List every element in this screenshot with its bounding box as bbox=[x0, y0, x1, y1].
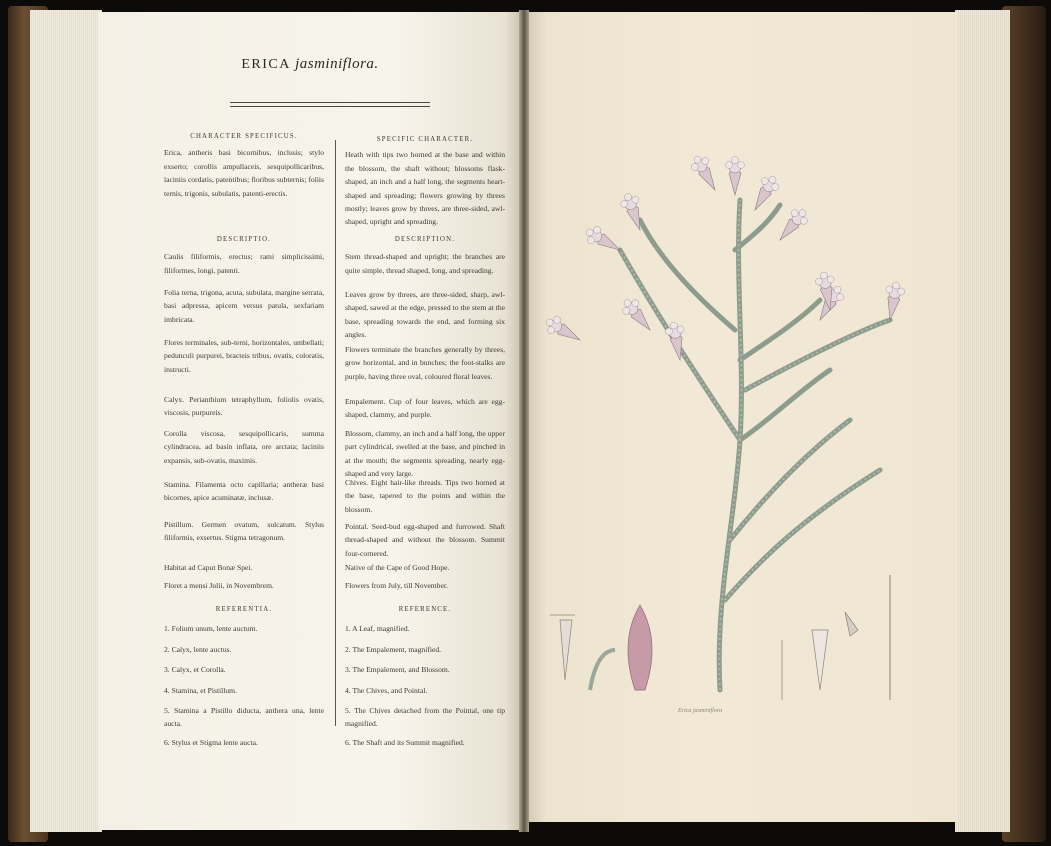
latin-stamina: Stamina. Filamenta octo capillaria; antheræ basi bicornes, apice acuminatæ, inclusæ. bbox=[164, 480, 324, 503]
english-ref-3: 3. The Empalement, and Blossom. bbox=[345, 665, 450, 675]
english-native: Native of the Cape of Good Hope. bbox=[345, 563, 450, 572]
english-chives: Chives. Eight hair-like threads. Tips two horned at the base, tapered to the points and within the blossom. bbox=[345, 478, 505, 514]
latin-ref-2: 2. Calyx, lente auctus. bbox=[164, 644, 232, 654]
latin-descriptio-heading: DESCRIPTIO. bbox=[216, 236, 272, 243]
latin-ref-4: 4. Stamina, et Pistillum. bbox=[164, 685, 237, 695]
english-stem: Stem thread-shaped and upright; the branches are quite simple, thread shaped, long, and spreading. bbox=[345, 252, 505, 275]
english-leaves: Leaves grow by threes, are three-sided, sharp, awl-shaped, sawed at the edge, pressed to the stem at the base, spreading towards the end, and forming six angles. bbox=[345, 290, 505, 340]
detail-tip-magnified bbox=[845, 612, 858, 636]
latin-floret: Floret a mensi Julii, in Novembrem. bbox=[164, 581, 274, 591]
plate-caption: Erica jasminiflora bbox=[678, 708, 723, 714]
latin-habitat: Habitat ad Caput Bonæ Spei. bbox=[164, 563, 253, 572]
latin-character-heading: CHARACTER SPECIFICUS. bbox=[190, 133, 298, 140]
plant-foliage bbox=[620, 200, 890, 690]
english-ref-1: 1. A Leaf, magnified. bbox=[345, 624, 410, 634]
latin-ref-6: 6. Stylus et Stigma lente aucta. bbox=[164, 737, 258, 747]
latin-caulis: Caulis filiformis, erectus; rami simplicissimi, filiformes, longi, patenti. bbox=[164, 252, 324, 275]
latin-ref-5: 5. Stamina a Pistillo diducta, anthera una, lente aucta. bbox=[164, 706, 324, 729]
english-ref-6: 6. The Shaft and its Summit magnified. bbox=[345, 737, 465, 747]
flower-clusters bbox=[542, 152, 906, 362]
latin-ref-1: 1. Folium unum, lente auctum. bbox=[164, 624, 258, 634]
latin-corolla: Corolla viscosa, sesquipollicaris, summa cylindracea, ad basin inflata, ore arctata; laciniis expansis, sub-ovatis, maximis. bbox=[164, 429, 324, 465]
english-pointal: Pointal. Seed-bud egg-shaped and furrowed. Shaft thread-shaped and without the blossom. Summit four-cornered. bbox=[345, 522, 505, 558]
title-genus: ERICA bbox=[241, 57, 291, 72]
english-character-text: Heath with tips two horned at the base and within the blossom, the shaft without; blossoms flask-shaped, an inch and a half long, the segments heart-shaped and spreading; flowers growing by threes mostly; leaves grow by threes, are three-sided, awl-shaped, upright and spreading. bbox=[345, 150, 505, 227]
english-blossom: Blossom, clammy, an inch and a half long, the upper part cylindrical, swelled at the base, and pinched in at the mouth; the segments spreading, nearly egg-shaped and very large. bbox=[345, 429, 505, 479]
english-description-heading: DESCRIPTION. bbox=[394, 236, 456, 243]
english-character-heading: SPECIFIC CHARACTER. bbox=[376, 136, 474, 143]
english-flowers: Flowers terminate the branches generally by threes, grow horizontal, and in bunches; the foot-stalks are purple, having three oval, coloured floral leaves. bbox=[345, 345, 505, 381]
english-empalement: Empalement. Cup of four leaves, which are egg-shaped, clammy, and purple. bbox=[345, 397, 505, 420]
detail-chives bbox=[812, 630, 828, 690]
plant-stems bbox=[620, 200, 890, 690]
detail-calyx-and-corolla bbox=[550, 615, 575, 680]
english-ref-2: 2. The Empalement, magnified. bbox=[345, 644, 442, 654]
latin-folia: Folia terna, trigona, acuta, subulata, margine serrata, basi adpressa, apicem versus patula, sexfariam imbricata. bbox=[164, 288, 324, 324]
english-ref-5: 5. The Chives detached from the Pointal, one tip magnified. bbox=[345, 706, 505, 729]
latin-character-text: Erica, antheris basi bicornibus, inclusis; stylo exserto; corollis ampullaceis, sesquipollicaribus, laciniis cordatis, patentibus; floribus subternis; foliis ternis, trigonis, subulatis, patenti-erectis. bbox=[164, 148, 324, 198]
english-reference-heading: REFERENCE. bbox=[398, 606, 452, 613]
detail-blossom bbox=[628, 605, 652, 690]
english-flowers-from: Flowers from July, till November. bbox=[345, 581, 448, 591]
latin-pistillum: Pistillum. Germen ovatum, sulcatum. Stylus filiformis, exsertus. Stigma tetragonum. bbox=[164, 520, 324, 543]
detail-leaf bbox=[590, 650, 615, 690]
latin-referentia-heading: REFERENTIA. bbox=[215, 606, 273, 613]
latin-calyx: Calyx. Perianthium tetraphyllum, foliolis ovatis, viscosis, purpureis. bbox=[164, 395, 324, 418]
latin-ref-3: 3. Calyx, et Corolla. bbox=[164, 665, 226, 675]
title-species: jasminiflora. bbox=[295, 56, 379, 72]
english-ref-4: 4. The Chives, and Pointal. bbox=[345, 685, 428, 695]
latin-flores: Flores terminales, sub-terni, horizontales, umbellati; pedunculi purpurei, bracteis tribus, ovatis, coloratis, instructi. bbox=[164, 338, 324, 374]
